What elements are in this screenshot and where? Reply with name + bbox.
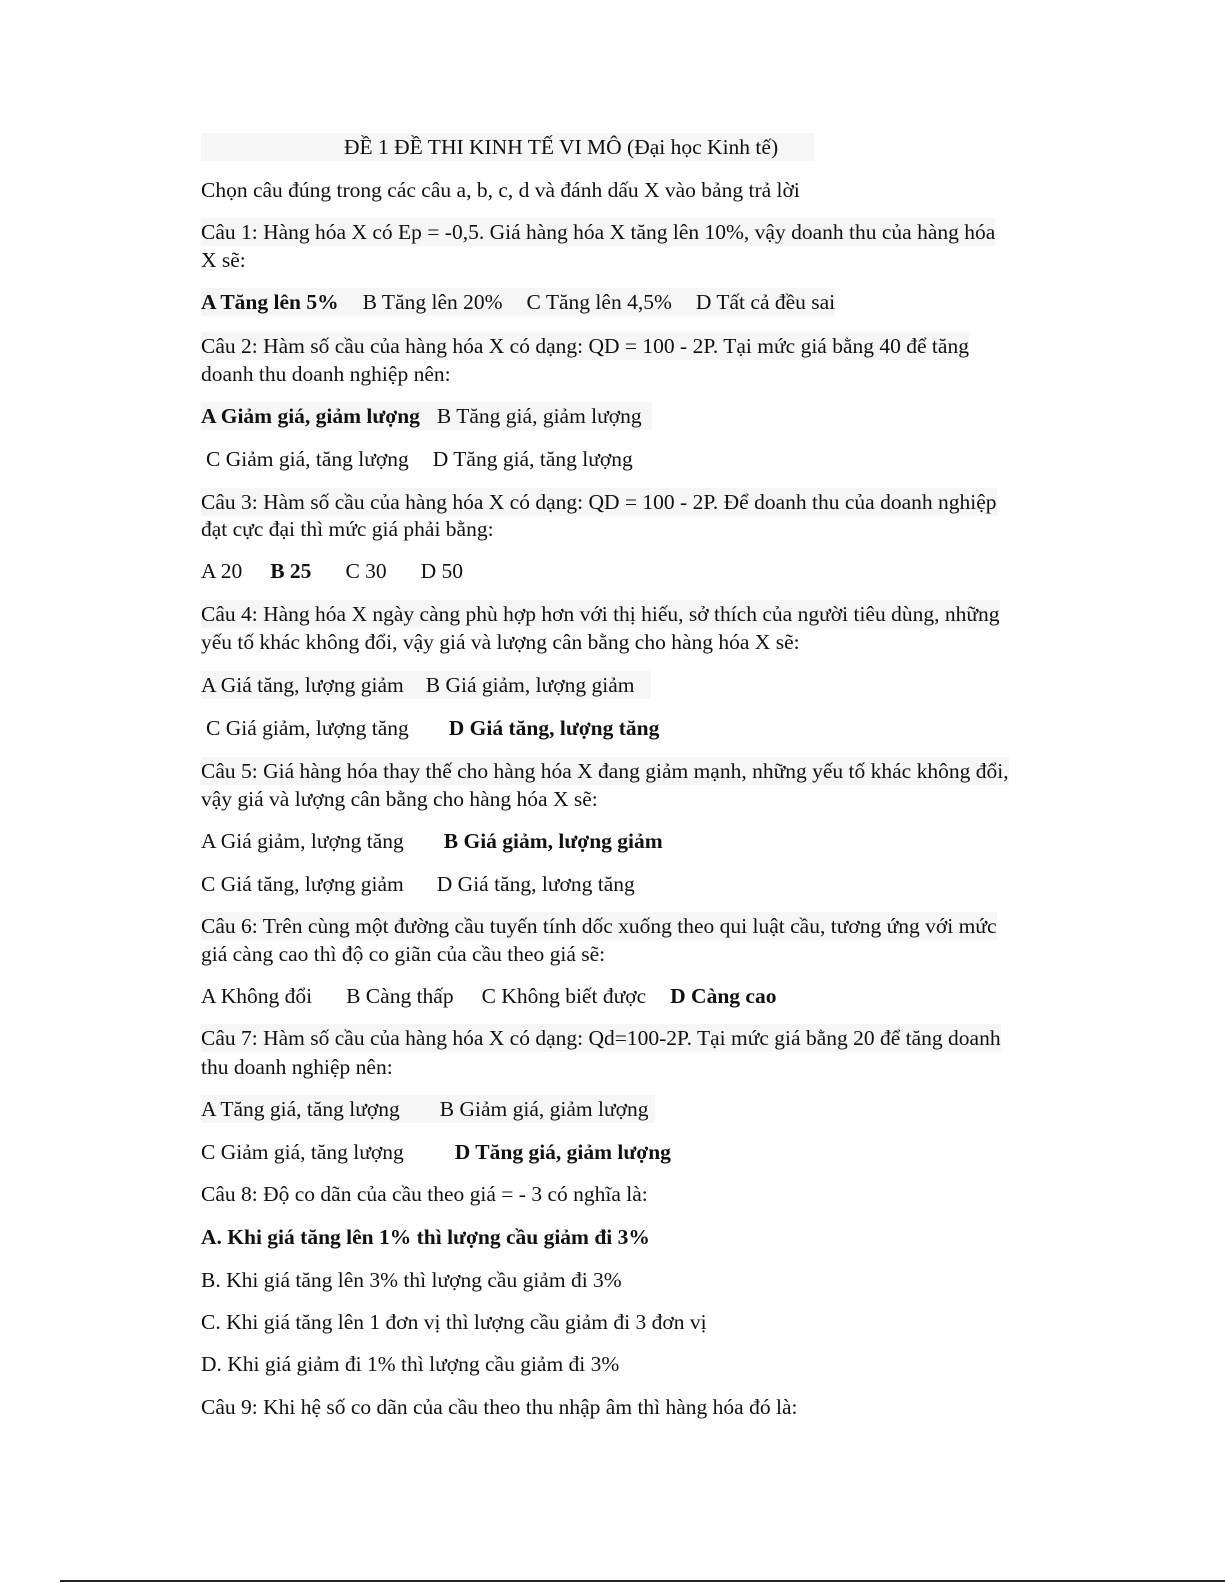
option-d: D Giá tăng, lượng tăng <box>448 716 660 740</box>
question-6-text-cont: giá càng cao thì độ co giãn của cầu theo giá sẽ: <box>201 942 606 966</box>
option-d: D Giá tăng, lương tăng <box>436 872 635 896</box>
option-c: C 30 <box>345 559 387 583</box>
option-a: A Không đổi <box>201 984 313 1008</box>
option-a: A Giá giảm, lượng tăng <box>201 829 404 853</box>
question-5-text: Câu 5: Giá hàng hóa thay thế cho hàng hóa X đang giảm mạnh, những yếu tố khác không đổi, <box>201 759 1009 783</box>
option-d: D Càng cao <box>670 984 777 1008</box>
question-2-text: Câu 2: Hàm số cầu của hàng hóa X có dạng: QD = 100 - 2P. Tại mức giá bằng 40 để tăng <box>201 334 969 358</box>
option-b: B Tăng giá, giảm lượng <box>436 404 642 428</box>
question-7-options-row2 <box>201 1138 671 1166</box>
option-b: B Giá giảm, lượng giảm <box>425 673 635 697</box>
option-b: B Càng thấp <box>346 984 454 1008</box>
question-1-options <box>201 288 835 316</box>
option-a: A Tăng lên 5% <box>201 290 339 314</box>
option-a: A Giảm giá, giảm lượng <box>201 404 420 428</box>
question-7-text-cont: thu doanh nghiệp nên: <box>201 1055 393 1079</box>
option-a: A Tăng giá, tăng lượng <box>201 1097 400 1121</box>
option-a: A Giá tăng, lượng giảm <box>201 673 404 697</box>
question-8-option-a: A. Khi giá tăng lên 1% thì lượng cầu giảm đi 3% <box>201 1225 650 1249</box>
option-b: B Tăng lên 20% <box>362 290 503 314</box>
question-2-options-row2 <box>206 445 633 473</box>
question-5-text-cont: vậy giá và lượng cân bằng cho hàng hóa X sẽ: <box>201 787 598 811</box>
exam-title: ĐỀ 1 ĐỀ THI KINH TẾ VI MÔ (Đại học Kinh tế) <box>201 133 814 161</box>
question-2-options-row1 <box>201 402 652 430</box>
option-a: A 20 <box>201 559 243 583</box>
question-5-options-row1 <box>201 827 663 855</box>
option-b: B Giảm giá, giảm lượng <box>439 1097 649 1121</box>
option-b: B Giá giảm, lượng giảm <box>443 829 663 853</box>
option-c: C Giảm giá, tăng lượng <box>206 447 409 471</box>
question-3-options <box>201 557 463 585</box>
option-c: C Tăng lên 4,5% <box>526 290 672 314</box>
question-4-options-row1 <box>201 671 651 699</box>
question-7-text: Câu 7: Hàm số cầu của hàng hóa X có dạng: Qd=100-2P. Tại mức giá bằng 20 để tăng doanh <box>201 1026 1001 1050</box>
option-b: B 25 <box>270 559 312 583</box>
question-3-text-cont: đạt cực đại thì mức giá phải bằng: <box>201 517 494 541</box>
question-8-option-b: B. Khi giá tăng lên 3% thì lượng cầu giảm đi 3% <box>201 1268 622 1292</box>
instruction: Chọn câu đúng trong các câu a, b, c, d và đánh dấu X vào bảng trả lời <box>201 178 800 202</box>
question-4-options-row2 <box>206 714 659 742</box>
question-8-option-c: C. Khi giá tăng lên 1 đơn vị thì lượng cầu giảm đi 3 đơn vị <box>201 1310 707 1334</box>
option-d: D 50 <box>420 559 464 583</box>
page-bottom-rule <box>60 1580 1225 1582</box>
question-2-text-cont: doanh thu doanh nghiệp nên: <box>201 362 451 386</box>
question-5-options-row2 <box>201 870 635 898</box>
question-6-text: Câu 6: Trên cùng một đường cầu tuyến tính dốc xuống theo qui luật cầu, tương ứng với mức <box>201 914 997 938</box>
question-8-text: Câu 8: Độ co dãn của cầu theo giá = - 3 có nghĩa là: <box>201 1182 648 1206</box>
question-8-option-d: D. Khi giá giảm đi 1% thì lượng cầu giảm đi 3% <box>201 1352 620 1376</box>
option-c: C Giá tăng, lượng giảm <box>201 872 404 896</box>
question-9-text: Câu 9: Khi hệ số co dãn của cầu theo thu nhập âm thì hàng hóa đó là: <box>201 1395 798 1419</box>
question-4-text: Câu 4: Hàng hóa X ngày càng phù hợp hơn với thị hiếu, sở thích của người tiêu dùng, những <box>201 602 1000 626</box>
question-7-options-row1 <box>201 1095 655 1123</box>
question-1-text-cont: X sẽ: <box>201 248 246 272</box>
option-d: D Tất cả đều sai <box>695 290 836 314</box>
question-3-text: Câu 3: Hàm số cầu của hàng hóa X có dạng: QD = 100 - 2P. Để doanh thu của doanh nghiệp <box>201 490 997 514</box>
option-d: D Tăng giá, tăng lượng <box>432 447 633 471</box>
question-4-text-cont: yếu tố khác không đổi, vậy giá và lượng cân bằng cho hàng hóa X sẽ: <box>201 630 800 654</box>
option-c: C Giảm giá, tăng lượng <box>201 1140 404 1164</box>
option-c: C Giá giảm, lượng tăng <box>206 716 409 740</box>
question-1-text: Câu 1: Hàng hóa X có Ep = -0,5. Giá hàng hóa X tăng lên 10%, vậy doanh thu của hàng hóa <box>201 220 996 244</box>
option-d: D Tăng giá, giảm lượng <box>454 1140 671 1164</box>
question-6-options <box>201 982 776 1010</box>
option-c: C Không biết được <box>481 984 647 1008</box>
